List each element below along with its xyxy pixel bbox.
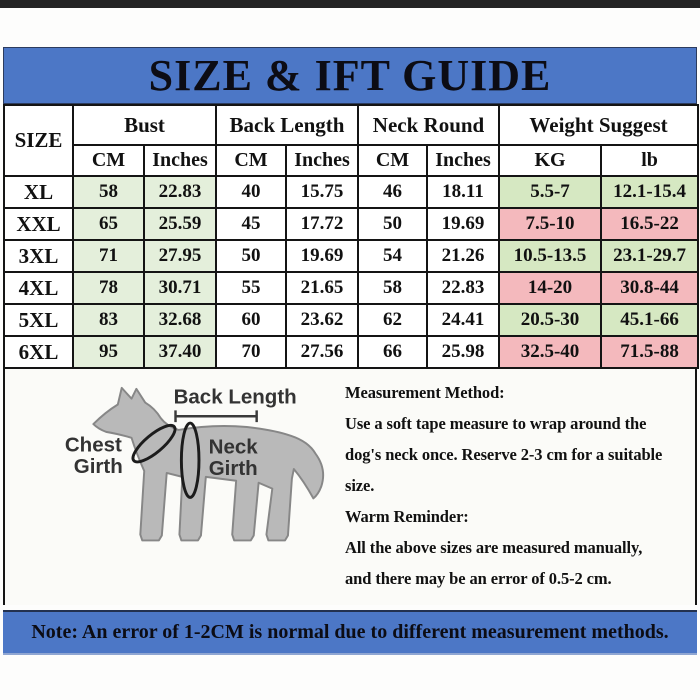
weight-lb-cell: 16.5-22 xyxy=(601,208,698,240)
note-banner: Note: An error of 1-2CM is normal due to different measurement methods. xyxy=(3,610,697,655)
weight-kg-cell: 32.5-40 xyxy=(499,336,601,368)
dog-measurement-diagram xyxy=(5,369,343,605)
back-cm-cell: 70 xyxy=(216,336,286,368)
weight-lb-cell: 12.1-15.4 xyxy=(601,176,698,208)
neck-cm-cell: 50 xyxy=(358,208,427,240)
measurement-method-text xyxy=(343,369,695,605)
table-header-unit-row xyxy=(4,145,698,176)
weight-lb-cell: 71.5-88 xyxy=(601,336,698,368)
method-heading: Measurement Method: xyxy=(345,383,505,402)
method-line: dog's neck once. Reserve 2-3 cm for a suitable xyxy=(345,445,663,464)
dog-silhouette-illustration xyxy=(11,383,341,603)
neck-cm-cell: 46 xyxy=(358,176,427,208)
back-inches-cell: 27.56 xyxy=(286,336,358,368)
bust-cm-cell: 78 xyxy=(73,272,144,304)
back-cm-cell: 60 xyxy=(216,304,286,336)
size-cell: XL xyxy=(4,176,73,208)
weight-suggest-group-header: Weight Suggest xyxy=(499,105,698,145)
bust-cm-cell: 58 xyxy=(73,176,144,208)
weight-lb-cell: 30.8-44 xyxy=(601,272,698,304)
back-length-group-header: Back Length xyxy=(216,105,358,145)
back-length-bracket xyxy=(176,410,257,422)
table-header-group-row xyxy=(4,105,698,145)
page-title: SIZE & IFT GUIDE xyxy=(3,47,697,104)
size-guide-page xyxy=(0,47,700,655)
weight-kg-cell: 5.5-7 xyxy=(499,176,601,208)
bust-cm-header: CM xyxy=(73,145,144,176)
table-row xyxy=(4,176,698,208)
weight-lb-cell: 23.1-29.7 xyxy=(601,240,698,272)
neck-round-group-header: Neck Round xyxy=(358,105,499,145)
back-inches-cell: 15.75 xyxy=(286,176,358,208)
neck-inches-cell: 24.41 xyxy=(427,304,499,336)
neck-inches-cell: 18.11 xyxy=(427,176,499,208)
table-row xyxy=(4,208,698,240)
weight-kg-header: KG xyxy=(499,145,601,176)
table-row xyxy=(4,304,698,336)
table-row xyxy=(4,272,698,304)
bust-inches-header: Inches xyxy=(144,145,216,176)
method-line: Use a soft tape measure to wrap around the xyxy=(345,414,647,433)
size-cell: 5XL xyxy=(4,304,73,336)
size-chart-table xyxy=(3,104,699,369)
table-row xyxy=(4,240,698,272)
bust-cm-cell: 83 xyxy=(73,304,144,336)
weight-kg-cell: 20.5-30 xyxy=(499,304,601,336)
weight-lb-header: lb xyxy=(601,145,698,176)
back-cm-cell: 50 xyxy=(216,240,286,272)
back-cm-header: CM xyxy=(216,145,286,176)
reminder-line: All the above sizes are measured manually, xyxy=(345,538,643,557)
weight-lb-cell: 45.1-66 xyxy=(601,304,698,336)
bust-inches-cell: 30.71 xyxy=(144,272,216,304)
bust-inches-cell: 27.95 xyxy=(144,240,216,272)
size-cell: 4XL xyxy=(4,272,73,304)
neck-cm-header: CM xyxy=(358,145,427,176)
bust-cm-cell: 71 xyxy=(73,240,144,272)
bust-inches-cell: 25.59 xyxy=(144,208,216,240)
back-inches-cell: 17.72 xyxy=(286,208,358,240)
back-inches-cell: 21.65 xyxy=(286,272,358,304)
neck-inches-cell: 25.98 xyxy=(427,336,499,368)
chest-girth-label-line2: Girth xyxy=(73,454,123,478)
bust-cm-cell: 65 xyxy=(73,208,144,240)
size-cell: 3XL xyxy=(4,240,73,272)
size-cell: 6XL xyxy=(4,336,73,368)
bust-inches-cell: 32.68 xyxy=(144,304,216,336)
neck-girth-label-line1: Neck xyxy=(208,435,258,459)
measurement-section xyxy=(3,369,697,605)
bust-group-header: Bust xyxy=(73,105,216,145)
back-cm-cell: 40 xyxy=(216,176,286,208)
back-inches-cell: 23.62 xyxy=(286,304,358,336)
bust-inches-cell: 22.83 xyxy=(144,176,216,208)
bust-cm-cell: 95 xyxy=(73,336,144,368)
reminder-heading: Warm Reminder: xyxy=(345,507,469,526)
back-inches-header: Inches xyxy=(286,145,358,176)
neck-inches-header: Inches xyxy=(427,145,499,176)
back-cm-cell: 45 xyxy=(216,208,286,240)
back-inches-cell: 19.69 xyxy=(286,240,358,272)
back-cm-cell: 55 xyxy=(216,272,286,304)
neck-inches-cell: 22.83 xyxy=(427,272,499,304)
method-line: size. xyxy=(345,476,375,495)
neck-cm-cell: 62 xyxy=(358,304,427,336)
weight-kg-cell: 7.5-10 xyxy=(499,208,601,240)
neck-cm-cell: 66 xyxy=(358,336,427,368)
neck-cm-cell: 58 xyxy=(358,272,427,304)
table-row xyxy=(4,336,698,368)
size-column-header: SIZE xyxy=(4,105,73,176)
reminder-line: and there may be an error of 0.5-2 cm. xyxy=(345,569,612,588)
size-cell: XXL xyxy=(4,208,73,240)
bust-inches-cell: 37.40 xyxy=(144,336,216,368)
neck-girth-label-line2: Girth xyxy=(208,456,258,480)
weight-kg-cell: 14-20 xyxy=(499,272,601,304)
neck-inches-cell: 19.69 xyxy=(427,208,499,240)
neck-inches-cell: 21.26 xyxy=(427,240,499,272)
chest-girth-label-line1: Chest xyxy=(64,433,122,457)
weight-kg-cell: 10.5-13.5 xyxy=(499,240,601,272)
photo-top-edge xyxy=(0,0,700,8)
neck-cm-cell: 54 xyxy=(358,240,427,272)
back-length-label: Back Length xyxy=(173,385,297,409)
